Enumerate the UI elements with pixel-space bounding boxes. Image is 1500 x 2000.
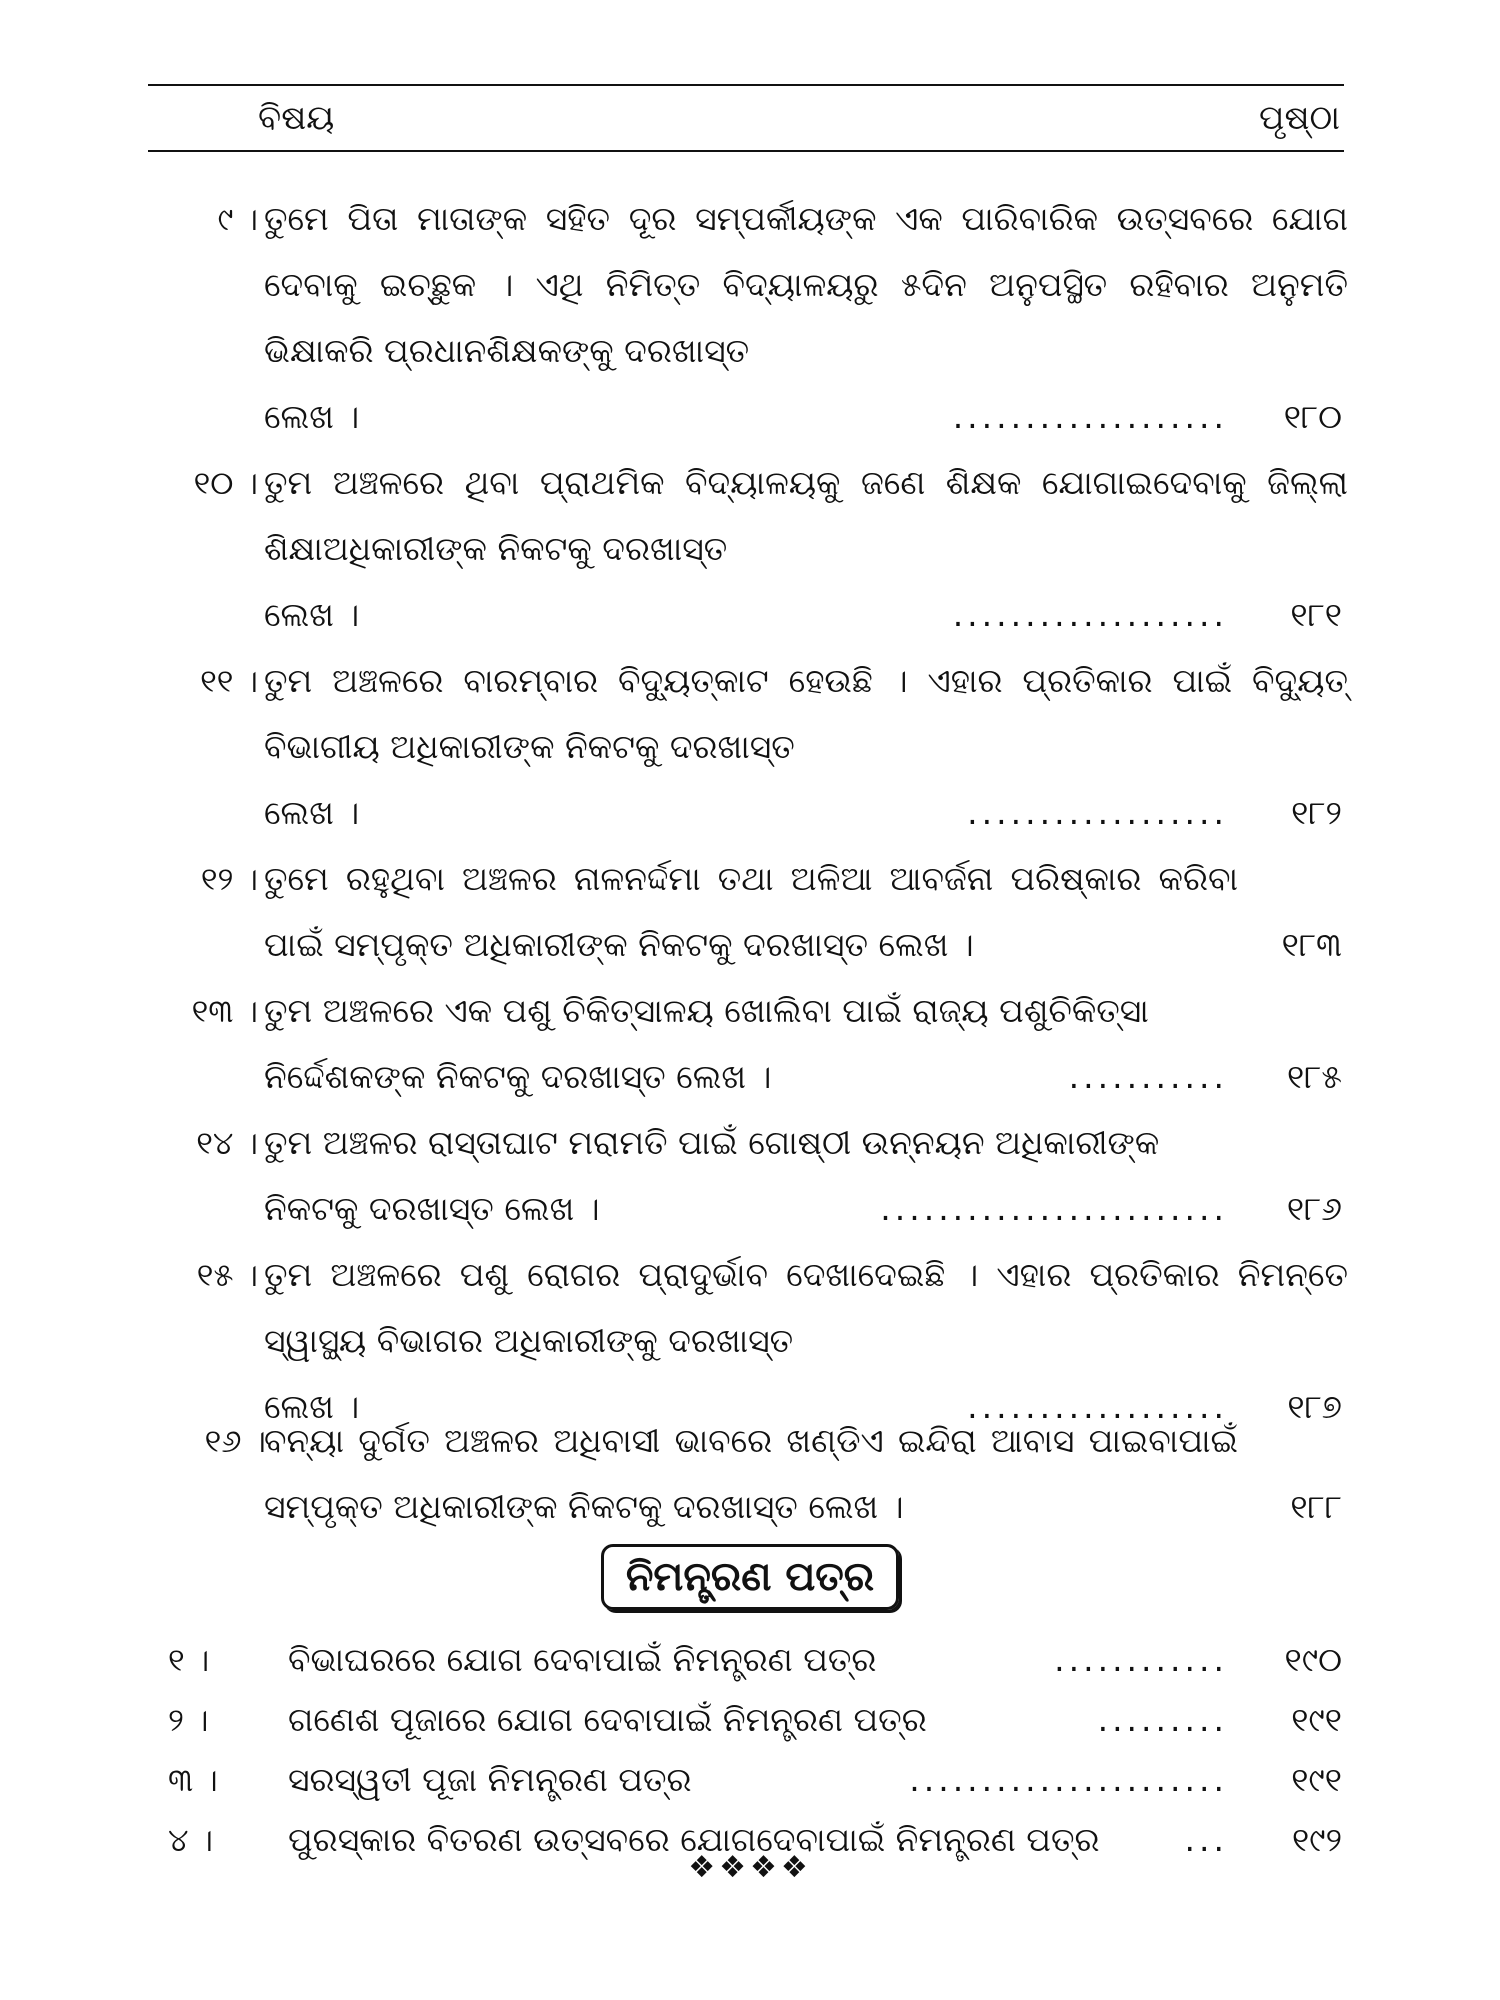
entry-text-end: ନିକଟକୁ ଦରଖାସ୍ତ ଲେଖ ।	[264, 1189, 600, 1228]
entry-text: ବିଭାଘରରେ ଯୋଗ ଦେବାପାଇଁ ନିମନ୍ତ୍ରଣ ପତ୍ର	[288, 1640, 877, 1679]
entry-number: ୪ ।	[168, 1821, 214, 1859]
page-column-heading: ପୃଷ୍ଠା	[1259, 98, 1340, 138]
entry-text: ତୁମ ଅଞ୍ଚଳରେ ବାରମ୍ବାର ବିଦ୍ୟୁତ୍‌କାଟ ହେଉଛି । ଏହାର ପ୍ରତିକାର ପାଇଁ ବିଦ୍ୟୁତ୍ ବିଭାଗୀୟ ଅଧିକାରୀଙ୍କ ନିକଟକୁ ଦରଖାସ୍ତ	[264, 661, 1348, 766]
page-number: ୧୯୦	[1284, 1640, 1342, 1679]
leader-dots: ...................	[952, 595, 1228, 634]
entry-text-end: ଲେଖ ।	[264, 793, 360, 832]
page-number: ୧୮୬	[1286, 1189, 1342, 1228]
leader-dots: ..................	[967, 1387, 1228, 1426]
entry-number: ୧୬ ।	[204, 1422, 266, 1460]
ornament-divider: ❖❖❖❖	[688, 1850, 812, 1885]
entry-text: ସରସ୍ୱତୀ ପୂଜା ନିମନ୍ତ୍ରଣ ପତ୍ର	[288, 1760, 692, 1799]
entry-number: ୧୫ ।	[196, 1256, 258, 1294]
entry-text: ତୁମ ଅଞ୍ଚଳରେ ଏକ ପଶୁ ଚିକିତ୍ସାଳୟ ଖୋଲିବା ପାଇଁ ରାଜ୍ୟ ପଶୁଚିକିତ୍ସା	[264, 991, 1149, 1030]
section-title-invitation-letters: ନିମନ୍ତ୍ରଣ ପତ୍ର	[601, 1544, 899, 1610]
page-number: ୧୮୭	[1287, 1387, 1342, 1426]
leader-dots: .........	[1097, 1700, 1228, 1739]
entry-last-line	[264, 384, 1348, 450]
leader-dots: ........................	[880, 1189, 1228, 1228]
page-number: ୧୯୨	[1291, 1820, 1342, 1859]
entry-text: ତୁମେ ପିତା ମାତାଙ୍କ ସହିତ ଦୂର ସମ୍ପର୍କୀୟଙ୍କ ଏକ ପାରିବାରିକ ଉତ୍ସବରେ ଯୋଗ ଦେବାକୁ ଇଚ୍ଛୁକ । ଏଥି ନିମିତ୍ତ ବିଦ୍ୟାଳୟରୁ ୫ଦିନ ଅନୁପସ୍ଥିତ ରହିବାର ଅନୁମତି ଭିକ୍ଷାକରି ପ୍ରଧାନଶିକ୍ଷକଙ୍କୁ ଦରଖାସ୍ତ	[264, 199, 1348, 370]
leader-dots: ...................	[952, 397, 1228, 436]
entry-number: ୯ ।	[217, 200, 258, 238]
entry-text: ପୁରସ୍କାର ବିତରଣ ଉତ୍ସବରେ ଯୋଗଦେବାପାଇଁ ନିମନ୍ତ୍ରଣ ପତ୍ର	[288, 1820, 1100, 1859]
toc-entry-9	[148, 186, 1348, 450]
entry-last-line	[264, 912, 1348, 978]
entry-text: ବନ୍ୟା ଦୁର୍ଗତ ଅଞ୍ଚଳର ଅଧିବାସୀ ଭାବରେ ଖଣ୍ଡିଏ ଇନ୍ଦିରା ଆବାସ ପାଇବାପାଇଁ ସମ୍ପୃକ୍ତ ଅଧିକାରୀଙ୍କ ନିକଟକୁ ଦରଖାସ୍ତ ଲେଖ ।	[264, 1421, 1238, 1526]
section-title-wrapper	[0, 1544, 1500, 1610]
entry-number: ୧୪ ।	[196, 1124, 258, 1162]
entry-text: ଗଣେଶ ପୂଜାରେ ଯୋଗ ଦେବାପାଇଁ ନିମନ୍ତ୍ରଣ ପତ୍ର	[288, 1700, 927, 1739]
page-number: ୧୮୨	[1291, 793, 1342, 832]
leader-dots: ...	[1184, 1820, 1228, 1859]
toc-entry-12	[148, 846, 1348, 978]
entry-last-line	[264, 780, 1348, 846]
entry-number: ୧୨ ।	[200, 860, 258, 898]
entry-text-end: ଲେଖ ।	[264, 1387, 360, 1426]
entry-last-line	[264, 1474, 1348, 1540]
entry-text-end: ନିର୍ଦ୍ଦେଶକଙ୍କ ନିକଟକୁ ଦରଖାସ୍ତ ଲେଖ ।	[264, 1057, 772, 1096]
leader-dots: ...........	[1068, 1057, 1228, 1096]
header-bottom-rule	[148, 150, 1344, 152]
entry-number: ୧୧ ।	[200, 662, 258, 700]
entry-number: ୩ ।	[168, 1761, 218, 1799]
leader-dots: ..................	[967, 793, 1228, 832]
entry-last-line	[264, 1044, 1348, 1110]
leader-dots: ......................	[909, 1760, 1228, 1799]
entry-last-line	[264, 582, 1348, 648]
entry-text-end: ଲେଖ ।	[264, 397, 360, 436]
invitation-entry-3	[148, 1750, 1348, 1810]
entry-number: ୨ ।	[168, 1701, 209, 1739]
page-number: ୧୮୧	[1290, 595, 1342, 634]
entry-text: ତୁମେ ରହୁଥିବା ଅଞ୍ଚଳର ନାଳନର୍ଦ୍ଦମା ତଥା ଅଳିଆ ଆବର୍ଜନା ପରିଷ୍କାର କରିବା ପାଇଁ ସମ୍ପୃକ୍ତ ଅଧିକାରୀଙ୍କ ନିକଟକୁ ଦରଖାସ୍ତ ଲେଖ ।	[264, 859, 1238, 964]
page-number: ୧୮୫	[1286, 1057, 1342, 1096]
invitation-entry-1	[148, 1630, 1348, 1690]
entry-number: ୧୦ ।	[193, 464, 258, 502]
toc-entry-16	[148, 1408, 1348, 1540]
page-number: ୧୮୦	[1283, 397, 1342, 436]
invitation-entry-2	[148, 1690, 1348, 1750]
toc-entry-13	[148, 978, 1348, 1110]
toc-entry-10	[148, 450, 1348, 648]
leader-dots: ............	[1054, 1640, 1228, 1679]
entry-last-line	[264, 1176, 1348, 1242]
entry-text: ତୁମ ଅଞ୍ଚଳର ରାସ୍ତାଘାଟ ମରାମତି ପାଇଁ ଗୋଷ୍ଠୀ ଉନ୍ନୟନ ଅଧିକାରୀଙ୍କ	[264, 1123, 1160, 1162]
subject-column-heading: ବିଷୟ	[258, 98, 335, 138]
toc-entry-14	[148, 1110, 1348, 1242]
entry-text-end: ଲେଖ ।	[264, 595, 360, 634]
toc-entry-11	[148, 648, 1348, 846]
page-number: ୧୯୧	[1291, 1700, 1342, 1739]
entry-number: ୧ ।	[168, 1641, 210, 1679]
header-top-rule	[148, 84, 1344, 86]
entry-text: ତୁମ ଅଞ୍ଚଳରେ ଥିବା ପ୍ରାଥମିକ ବିଦ୍ୟାଳୟକୁ ଜଣେ ଶିକ୍ଷକ ଯୋଗାଇଦେବାକୁ ଜିଲ୍ଲା ଶିକ୍ଷାଅଧିକାରୀଙ୍କ ନିକଟକୁ ଦରଖାସ୍ତ	[264, 463, 1348, 568]
page-number: ୧୯୧	[1291, 1760, 1342, 1799]
entry-text: ତୁମ ଅଞ୍ଚଳରେ ପଶୁ ରୋଗର ପ୍ରାଦୁର୍ଭାବ ଦେଖାଦେଇଛି । ଏହାର ପ୍ରତିକାର ନିମନ୍ତେ ସ୍ୱାସ୍ଥ୍ୟ ବିଭାଗର ଅଧିକାରୀଙ୍କୁ ଦରଖାସ୍ତ	[264, 1255, 1348, 1360]
page-number: ୧୮୩	[1281, 925, 1342, 964]
page-number: ୧୮୮	[1290, 1487, 1342, 1526]
entry-number: ୧୩ ।	[191, 992, 258, 1030]
